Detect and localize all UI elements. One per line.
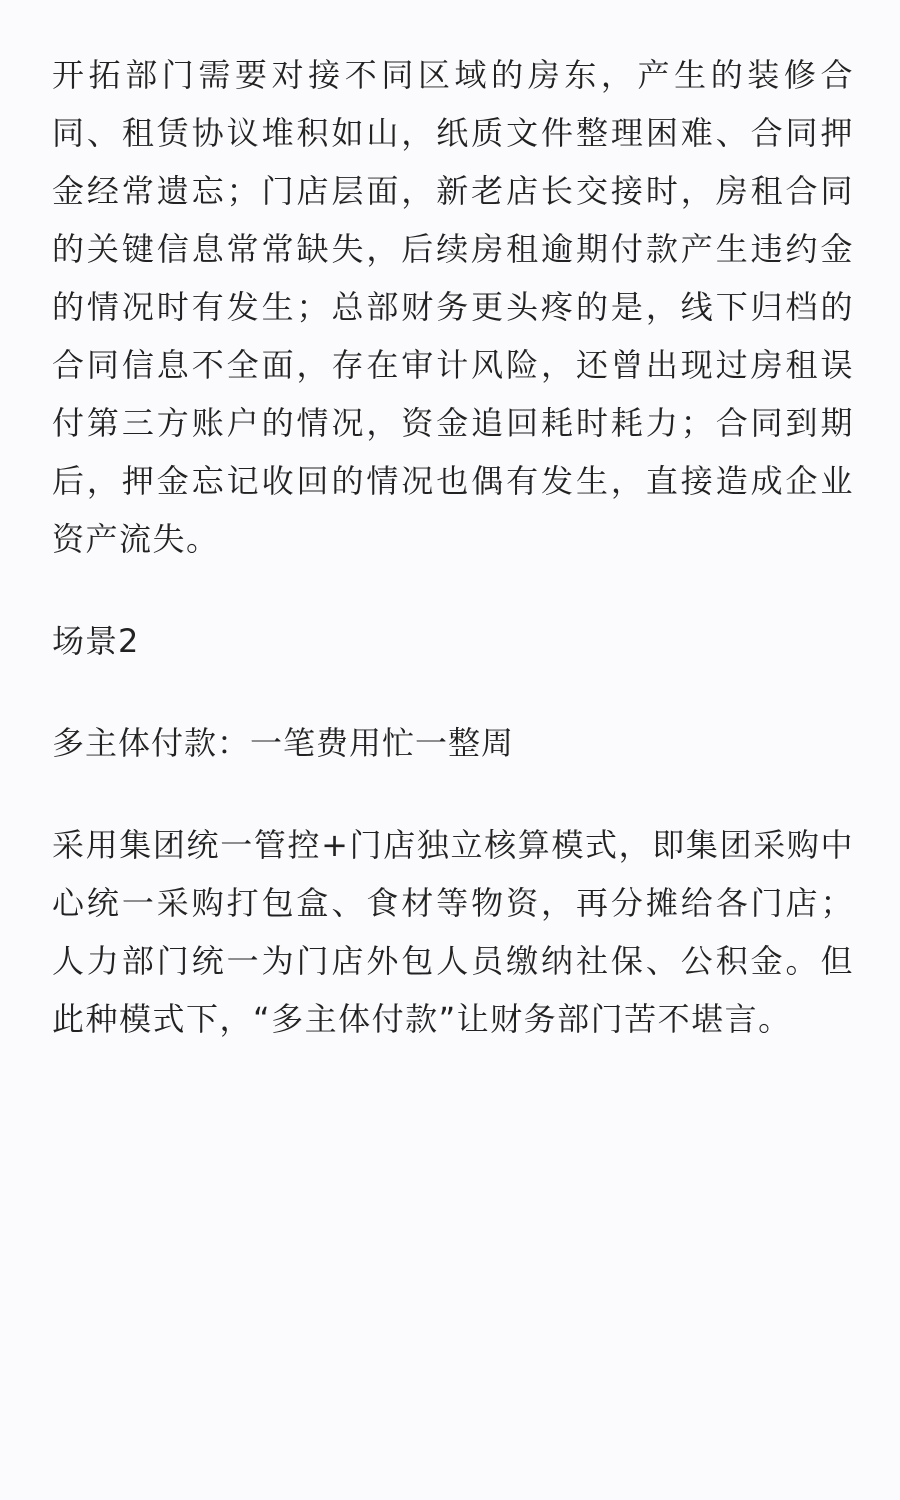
body-paragraph: 采用集团统一管控+门店独立核算模式，即集团采购中心统一采购打包盒、食材等物资，再分摊给各门店；人力部门统一为门店外包人员缴纳社保、公积金。但此种模式下，“多主体付款”让财务部门苦不堪言。 bbox=[52, 826, 854, 1038]
scene-label: 场景2 bbox=[52, 622, 140, 660]
intro-paragraph: 开拓部门需要对接不同区域的房东，产生的装修合同、租赁协议堆积如山，纸质文件整理困难、合同押金经常遗忘；门店层面，新老店长交接时，房租合同的关键信息常常缺失，后续房租逾期付款产生违约金的情况时有发生；总部财务更头疼的是，线下归档的合同信息不全面，存在审计风险，还曾出现过房租误付第三方账户的情况，资金追回耗时耗力；合同到期后，押金忘记收回的情况也偶有发生，直接造成企业资产流失。 bbox=[52, 56, 854, 558]
section-heading: 多主体付款：一笔费用忙一整周 bbox=[52, 724, 515, 762]
